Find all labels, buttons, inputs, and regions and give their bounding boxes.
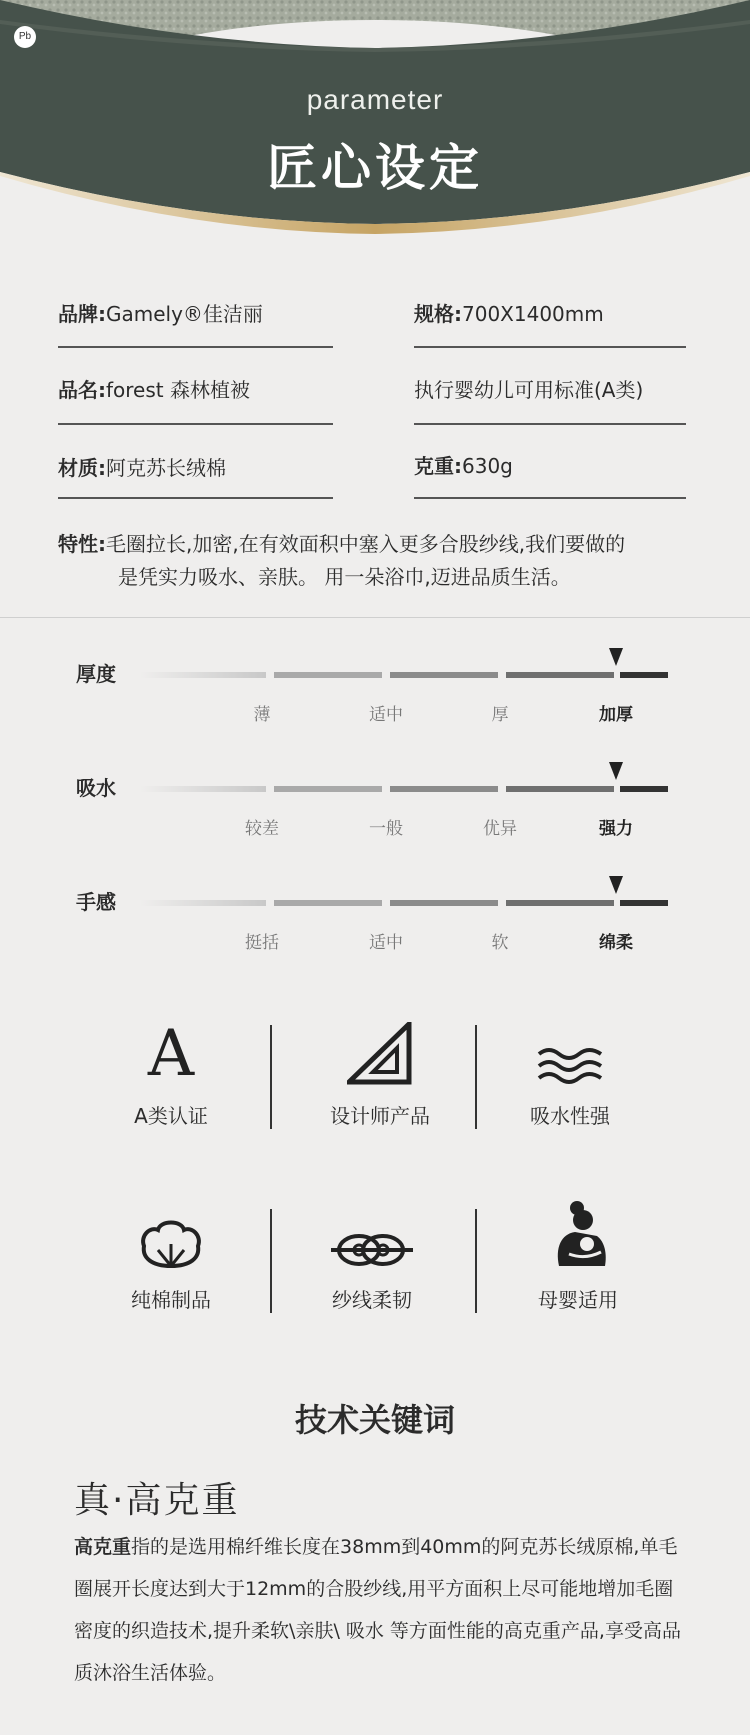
icon-divider: [475, 1209, 477, 1313]
scale-tick-label: 厚: [491, 705, 509, 725]
scale-segment: [506, 786, 614, 792]
keywords-subtitle: 真·高克重: [74, 1480, 240, 1521]
scale-segment: [390, 900, 498, 906]
section-divider: [0, 617, 750, 618]
keywords-title: 技术关键词: [294, 1401, 455, 1439]
brand-value: Gamely®佳洁丽: [106, 302, 263, 326]
scale-tick-label: 适中: [369, 705, 403, 725]
scale-segment: [140, 672, 266, 678]
scale-tick-label: 软: [491, 933, 509, 953]
feature-absorbent: 吸水性强: [470, 1016, 670, 1129]
scale-tick-label: 绵柔: [599, 933, 633, 953]
spec-rule: [414, 346, 686, 348]
feature-designer: 设计师产品: [280, 1016, 480, 1129]
scale-tick-label: 一般: [369, 819, 403, 839]
scale-segment: [620, 672, 668, 678]
feature-description: 特性:毛圈拉长,加密,在有效面积中塞入更多合股纱线,我们要做的 是凭实力吸水、亲肤。 用一朵浴巾,迈进品质生活。: [58, 532, 626, 589]
spec-rule: [58, 497, 333, 499]
scale-segment: [274, 900, 382, 906]
scale-segment: [274, 786, 382, 792]
scale-segment: [620, 900, 668, 906]
scale-tick-label: 优异: [483, 819, 517, 839]
pb-badge: Pb: [14, 26, 36, 48]
feature-a-class: A A类认证: [71, 1016, 271, 1129]
scale-label: 厚度: [76, 662, 116, 686]
letter-a-icon: A: [147, 1017, 195, 1091]
spec-weight: 克重:630g: [414, 454, 513, 478]
mother-baby-icon: [478, 1200, 678, 1270]
spec-name: 品名:forest 森林植被: [58, 378, 250, 402]
scale-label: 吸水: [76, 776, 116, 800]
scale-marker-icon: [609, 876, 623, 894]
scale-segment: [506, 672, 614, 678]
scale-segment: [390, 672, 498, 678]
hero-background: [0, 0, 750, 240]
icon-divider: [270, 1025, 272, 1129]
scale-tick-label: 强力: [599, 819, 633, 839]
scale-tick-label: 加厚: [599, 705, 633, 725]
scale-segment: [620, 786, 668, 792]
hero-subtitle: parameter: [306, 84, 444, 115]
cotton-icon: [71, 1200, 271, 1270]
scale-segment: [140, 900, 266, 906]
spec-rule: [58, 423, 333, 425]
set-square-icon: [280, 1016, 480, 1086]
scale-segment: [506, 900, 614, 906]
spec-brand: 品牌:Gamely®佳洁丽: [58, 302, 263, 326]
spec-standard: 执行婴幼儿可用标准(A类): [414, 378, 644, 402]
scale-label: 手感: [76, 890, 116, 914]
hero-banner: [0, 0, 750, 240]
feature-cotton: 纯棉制品: [71, 1200, 271, 1313]
water-waves-icon: [470, 1016, 670, 1086]
scale-segment: [390, 786, 498, 792]
scale-segment: [274, 672, 382, 678]
feature-yarn: 纱线柔韧: [272, 1200, 472, 1313]
keywords-paragraph: 高克重指的是选用棉纤维长度在38mm到40mm的阿克苏长绒原棉,单毛圈展开长度达到大于12mm的合股纱线,用平方面积上尽可能地增加毛圈密度的织造技术,提升柔软\亲肤\ 吸水 等方面性能的高克重产品,享受高品质沐浴生活体验。: [74, 1536, 681, 1684]
scale-tick-label: 挺括: [245, 933, 279, 953]
scale-segment: [140, 786, 266, 792]
feature-mother-baby: 母婴适用: [478, 1200, 678, 1313]
spec-rule: [58, 346, 333, 348]
scale-tick-label: 适中: [369, 933, 403, 953]
yarn-knot-icon: [272, 1200, 472, 1270]
hero-title: 匠心设定: [267, 139, 483, 197]
scale-tick-label: 较差: [245, 819, 279, 839]
scale-marker-icon: [609, 648, 623, 666]
spec-size: 规格:700X1400mm: [414, 302, 604, 326]
spec-rule: [414, 497, 686, 499]
spec-material: 材质:阿克苏长绒棉: [58, 456, 226, 480]
spec-rule: [414, 423, 686, 425]
scale-marker-icon: [609, 762, 623, 780]
scale-tick-label: 薄: [253, 705, 271, 725]
